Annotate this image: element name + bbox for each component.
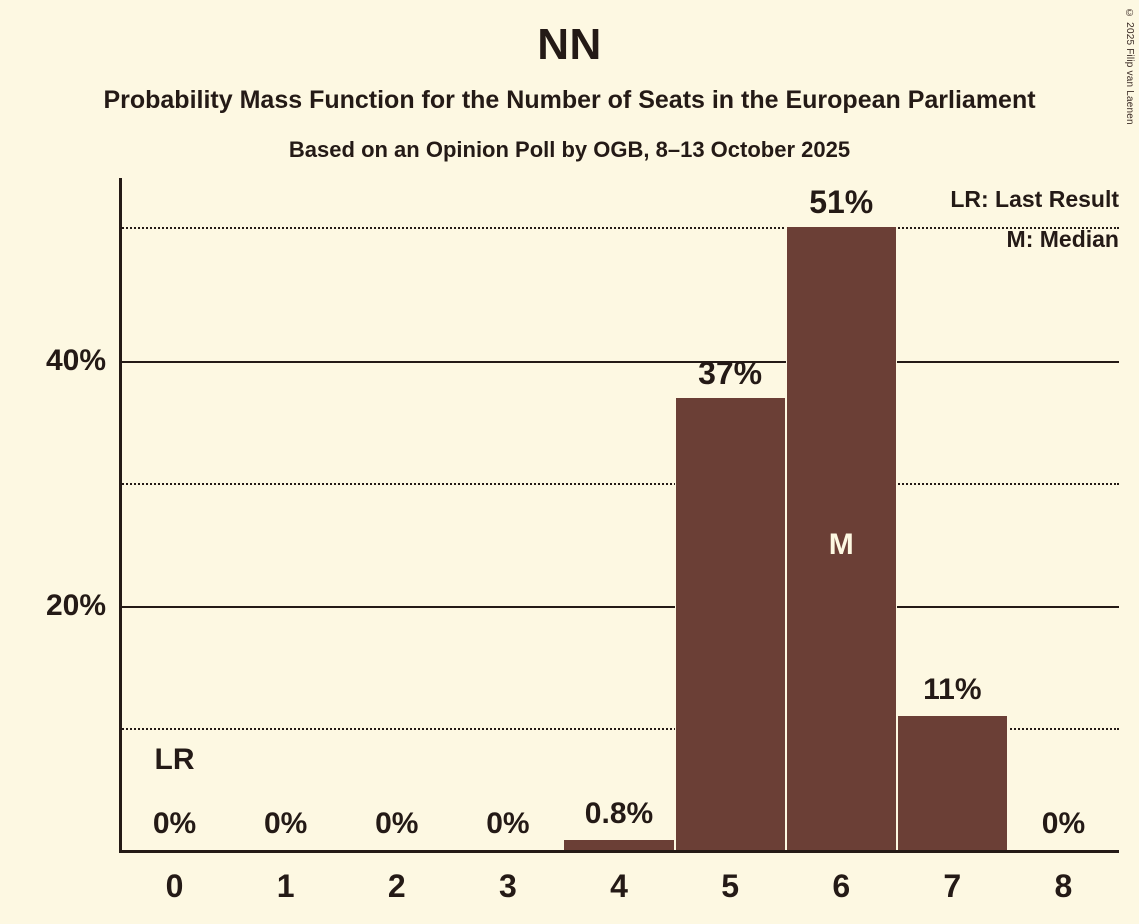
x-axis-tick-label: 1 — [276, 868, 295, 904]
x-axis-tick-label: 5 — [721, 868, 740, 904]
copyright-notice: © 2025 Filip van Laenen — [1124, 8, 1135, 125]
gridline — [119, 606, 1119, 608]
legend-last-result: LR: Last Result — [950, 186, 1119, 212]
x-axis-tick-label: 4 — [610, 868, 628, 904]
legend-median: M: Median — [1006, 226, 1119, 252]
y-axis-tick-label: 40% — [45, 344, 106, 378]
x-axis-tick-label: 7 — [943, 868, 962, 904]
x-axis-tick-label: 8 — [1054, 868, 1073, 904]
gridline — [119, 483, 1119, 485]
bar — [897, 716, 1008, 850]
last-result-marker: LR — [154, 743, 195, 776]
bar-value-label: 0% — [1041, 807, 1086, 840]
x-axis-tick-label: 3 — [498, 868, 517, 904]
bar-value-label: 0% — [152, 807, 197, 840]
x-axis-line — [119, 850, 1119, 853]
x-axis-tick-label: 6 — [832, 868, 851, 904]
x-axis-tick-label: 2 — [387, 868, 406, 904]
bar-value-label: 0% — [486, 807, 530, 840]
bar-value-label: 0% — [375, 807, 419, 840]
bar — [563, 840, 674, 850]
plot-area — [119, 178, 1119, 850]
bar-value-label: 0.8% — [584, 797, 654, 831]
bar-value-label: 37% — [698, 354, 763, 391]
bar — [675, 398, 786, 850]
chart-subtitle-secondary: Based on an Opinion Poll by OGB, 8–13 October 2025 — [288, 137, 851, 162]
bar-value-label: 0% — [263, 807, 308, 840]
y-axis-tick-label: 20% — [45, 588, 106, 622]
gridline — [119, 227, 1119, 229]
median-marker: M — [828, 528, 854, 561]
bar-value-label: 51% — [809, 183, 874, 220]
chart-title: NN — [537, 20, 602, 69]
x-axis-tick-label: 0 — [165, 868, 184, 904]
bar-value-label: 11% — [923, 672, 982, 706]
chart-subtitle-primary: Probability Mass Function for the Number of Seats in the European Parliament — [103, 86, 1036, 114]
gridline — [119, 361, 1119, 363]
